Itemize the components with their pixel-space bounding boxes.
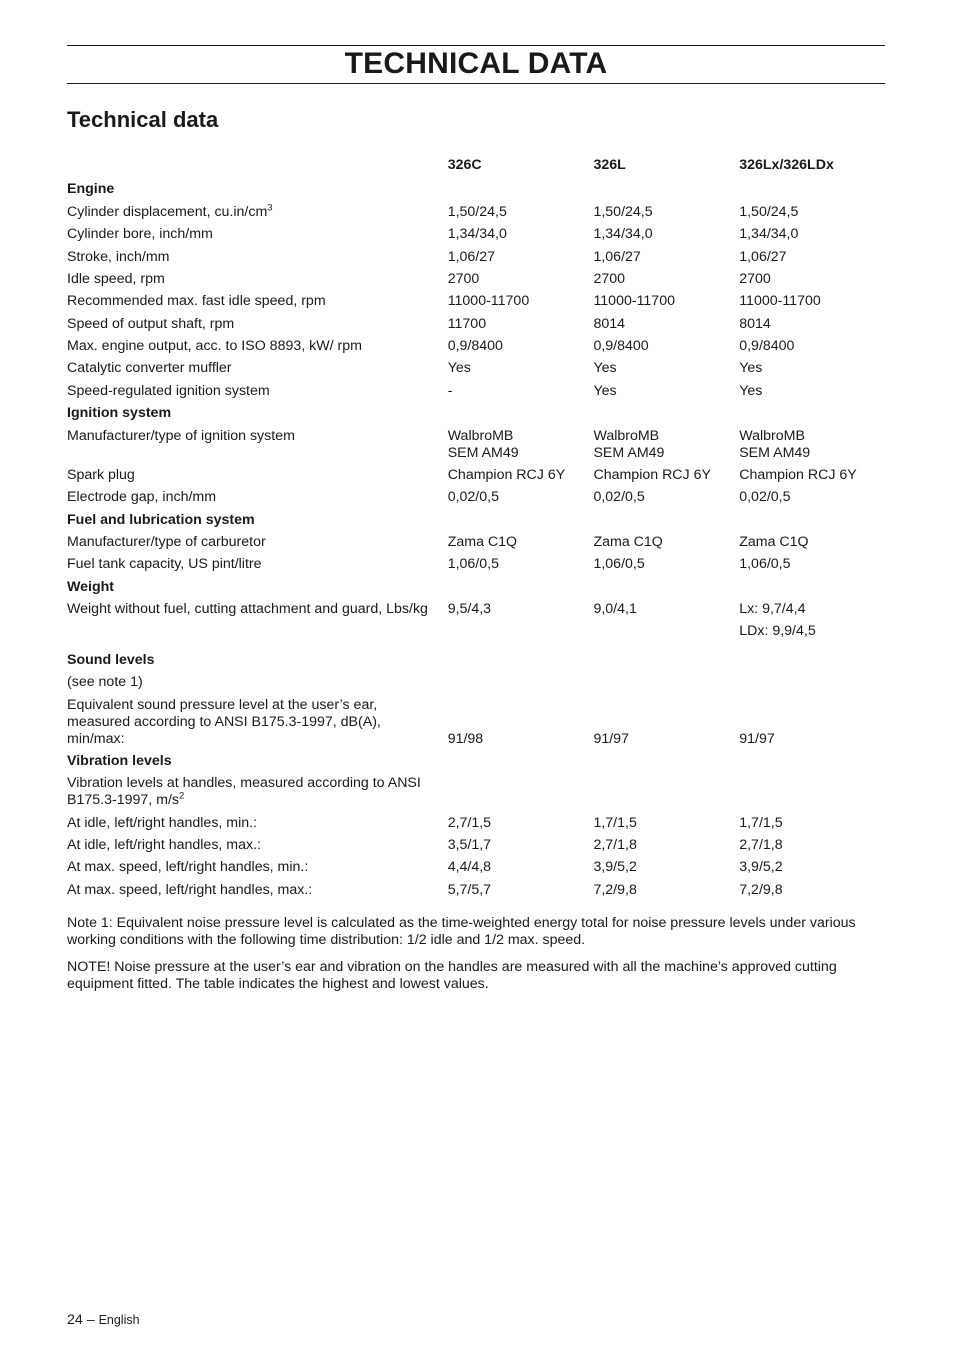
row-label: Catalytic converter muffler: [67, 360, 232, 377]
row-label: Recommended max. fast idle speed, rpm: [67, 293, 326, 310]
cell-value: Yes: [739, 360, 763, 377]
table-row: [67, 834, 885, 856]
page-banner: [67, 45, 885, 84]
table-row: [67, 694, 885, 750]
cell-value: 4,4/4,8: [447, 859, 492, 876]
cell-value: Zama C1Q: [739, 534, 809, 550]
table-row: [67, 201, 885, 223]
table-row: [67, 313, 885, 335]
row-label: Max. engine output, acc. to ISO 8893, kW/ rpm: [67, 338, 362, 354]
row-label: Speed-regulated ignition system: [67, 382, 270, 399]
row-label: Weight without fuel, cutting attachment and guard, Lbs/kg: [67, 601, 428, 618]
cell-value: 3,9/5,2: [593, 859, 637, 876]
table-row: [67, 487, 885, 509]
column-header: 326L: [593, 156, 626, 173]
row-label: Cylinder bore, inch/mm: [67, 226, 213, 243]
cell-value: 1,7/1,5: [593, 814, 637, 831]
category-engine: Engine: [67, 181, 115, 198]
cell-value: Yes: [739, 382, 763, 399]
table-row: [67, 425, 885, 464]
cell-value: Champion RCJ 6Y: [739, 466, 857, 483]
category-vibration: Vibration levels: [67, 752, 172, 769]
cell-value: 0,9/8400: [447, 338, 503, 354]
row-label: Fuel tank capacity, US pint/litre: [67, 556, 262, 573]
cell-value: 91/97: [593, 730, 629, 747]
category-fuel: Fuel and lubrication system: [67, 511, 255, 528]
cell-value: 1,34/34,0: [739, 226, 799, 243]
cell-value: 1,50/24,5: [447, 203, 507, 220]
section-title: Technical data: [67, 107, 219, 132]
row-label: Speed of output shaft, rpm: [67, 315, 235, 332]
page-number: 24 –: [67, 1312, 99, 1328]
row-label: [67, 773, 448, 812]
table-row: [67, 291, 885, 313]
table-row: [67, 554, 885, 576]
cell-value: 2700: [593, 270, 626, 287]
cell-value: 9,5/4,3: [447, 601, 492, 618]
cell-value: 1,06/0,5: [593, 556, 645, 573]
row-label: Electrode gap, inch/mm: [67, 489, 217, 506]
cell-value: Zama C1Q: [593, 534, 663, 550]
cell-value: 11700: [447, 315, 487, 332]
row-label: Manufacturer/type of carburetor: [67, 534, 266, 550]
category-row: [67, 179, 885, 201]
row-label: Manufacturer/type of ignition system: [67, 427, 295, 444]
cell-value: 1,7/1,5: [739, 814, 783, 831]
table-row: [67, 672, 885, 694]
column-header: 326Lx/326LDx: [739, 156, 834, 173]
cell-line: WalbroMB: [739, 427, 805, 444]
row-label: Idle speed, rpm: [67, 270, 165, 287]
cell-value: Champion RCJ 6Y: [593, 466, 711, 483]
cell-value: 1,50/24,5: [739, 203, 799, 220]
cell-value: 1,06/27: [447, 248, 496, 265]
category-row: [67, 402, 885, 424]
superscript: 2: [179, 790, 185, 802]
cell-value: 11000-11700: [447, 293, 530, 310]
label-line: [67, 792, 448, 809]
banner-title: TECHNICAL DATA: [344, 47, 608, 80]
notes: [67, 915, 885, 1003]
category-ignition: Ignition system: [67, 405, 172, 422]
table-row: [67, 335, 885, 357]
table-row: [67, 773, 885, 812]
cell-line: WalbroMB: [593, 427, 660, 444]
cell-value: [739, 598, 885, 642]
cell-value: 2,7/1,8: [593, 837, 637, 854]
row-label: Stroke, inch/mm: [67, 248, 170, 265]
cell-value: Champion RCJ 6Y: [447, 466, 566, 483]
technical-data-table: [67, 154, 885, 902]
table-row: [67, 223, 885, 245]
label-line: min/max:: [67, 730, 125, 747]
cell-value: 1,06/27: [593, 248, 641, 265]
cell-value: 2700: [447, 270, 480, 287]
table-row: [67, 268, 885, 290]
category-row: [67, 643, 885, 672]
cell-value: 91/97: [739, 730, 775, 747]
cell-line: WalbroMB: [447, 427, 514, 444]
cell-value: 0,02/0,5: [739, 489, 791, 506]
cell-value: -: [447, 382, 453, 399]
footer-language: English: [98, 1313, 140, 1327]
note-2: NOTE! Noise pressure at the user’s ear and vibration on the handles are measured with all the machine’s approved cutting equipment fitted. The table indicates the highest and lowest values.: [67, 959, 837, 992]
empty-cell: [593, 773, 739, 812]
label-text: B175.3-1997, m/s: [67, 792, 179, 809]
cell-line: SEM AM49: [447, 444, 519, 461]
category-row: [67, 750, 885, 772]
cell-value: 1,34/34,0: [593, 226, 653, 243]
table-row: [67, 531, 885, 553]
cell-line: LDx: 9,9/4,5: [739, 623, 816, 640]
row-label: At max. speed, left/right handles, min.:: [67, 859, 309, 876]
table-row: [67, 464, 885, 486]
row-label-text: Cylinder displacement, cu.in/cm: [67, 203, 268, 220]
cell-value: 5,7/5,7: [447, 881, 492, 898]
cell-line: SEM AM49: [739, 444, 811, 461]
empty-cell: [739, 773, 885, 812]
cell-value: 0,9/8400: [593, 338, 649, 354]
table-row: [67, 380, 885, 402]
cell-value: 7,2/9,8: [593, 881, 637, 898]
cell-value: Zama C1Q: [447, 534, 518, 550]
category-sound: Sound levels: [67, 651, 155, 668]
row-label: Spark plug: [67, 466, 135, 483]
row-label: At idle, left/right handles, min.:: [67, 814, 258, 831]
cell-value: 3,5/1,7: [447, 837, 492, 854]
cell-value: 2,7/1,5: [447, 814, 492, 831]
cell-value: 0,02/0,5: [593, 489, 645, 506]
cell-value: 1,06/27: [739, 248, 787, 265]
cell-value: 7,2/9,8: [739, 881, 783, 898]
cell-value: 3,9/5,2: [739, 859, 783, 876]
cell-line: SEM AM49: [593, 444, 665, 461]
table-row: [67, 857, 885, 879]
table-header-row: [67, 154, 885, 179]
cell-value: [739, 425, 885, 464]
cell-value: 0,9/8400: [739, 338, 795, 354]
row-label: (see note 1): [67, 674, 143, 691]
cell-value: 11000-11700: [739, 293, 821, 310]
cell-value: 1,50/24,5: [593, 203, 653, 220]
cell-value: 1,34/34,0: [447, 226, 507, 243]
label-line: measured according to ANSI B175.3-1997, dB(A),: [67, 713, 381, 730]
table-row: [67, 358, 885, 380]
cell-value: 91/98: [447, 730, 484, 747]
cell-value: [593, 425, 739, 464]
category-row: [67, 509, 885, 531]
cell-value: 2700: [739, 270, 771, 287]
table-row: [67, 812, 885, 834]
note-1: Note 1: Equivalent noise pressure level is calculated as the time-weighted energy total for noise pressure levels under various working conditions with the following time distribution: 1/2 idle and 1/2 max. speed.: [67, 915, 856, 948]
table-row: [67, 246, 885, 268]
label-line: Equivalent sound pressure level at the user’s ear,: [67, 696, 378, 713]
table-row: [67, 598, 885, 642]
page-footer: [67, 1312, 140, 1328]
column-header: 326C: [447, 156, 482, 173]
cell-value: 1,06/0,5: [739, 556, 791, 573]
category-row: [67, 576, 885, 598]
cell-value: Yes: [593, 382, 617, 399]
cell-value: 8014: [739, 315, 771, 332]
row-label: [67, 694, 448, 750]
table-row: [67, 879, 885, 901]
label-line: Vibration levels at handles, measured according to ANSI: [67, 775, 421, 792]
cell-value: 11000-11700: [593, 293, 675, 310]
cell-value: 2,7/1,8: [739, 837, 783, 854]
cell-value: Yes: [447, 360, 471, 377]
cell-value: 8014: [593, 315, 626, 332]
cell-value: 9,0/4,1: [593, 601, 637, 618]
cell-value: 1,06/0,5: [447, 556, 499, 573]
category-weight: Weight: [67, 578, 115, 595]
row-label: At max. speed, left/right handles, max.:: [67, 881, 313, 898]
cell-value: 0,02/0,5: [447, 489, 499, 506]
cell-line: Lx: 9,7/4,4: [739, 601, 806, 618]
row-label: At idle, left/right handles, max.:: [67, 837, 261, 854]
cell-value: Yes: [593, 360, 617, 377]
row-label: [67, 201, 448, 223]
empty-cell: [448, 773, 594, 812]
superscript: 3: [267, 202, 273, 214]
header-empty-cell: [67, 154, 448, 179]
cell-value: [448, 425, 594, 464]
